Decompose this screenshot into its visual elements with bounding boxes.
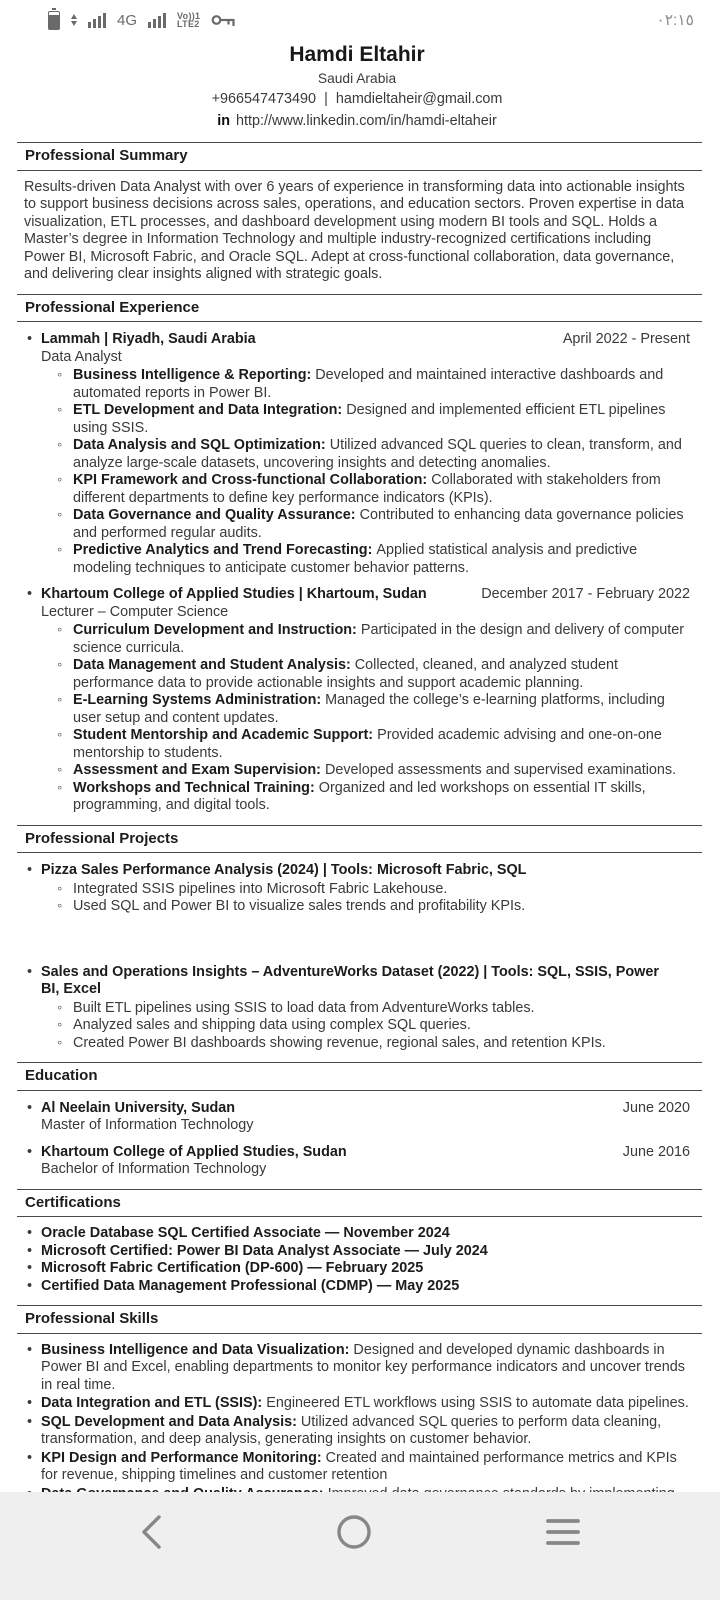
bullet-label: Curriculum Development and Instruction:	[73, 622, 361, 638]
contact-line	[24, 89, 690, 110]
entry-subtitle: Data Analyst	[41, 348, 122, 365]
entry-date: December 2017 - February 2022	[481, 586, 690, 602]
resume-sections	[24, 142, 690, 1557]
bullet-item: ◦ Created Power BI dashboards showing revenue, regional sales, and retention KPIs.	[57, 1035, 690, 1053]
bullet-list	[24, 1000, 690, 1053]
entry-subtitle: Bachelor of Information Technology	[41, 1161, 267, 1177]
certification-item: • Certified Data Management Professional (CDMP) — May 2025	[24, 1278, 690, 1296]
bullet-label: KPI Framework and Cross-functional Collaboration:	[73, 472, 432, 488]
signal-icon-sim1	[88, 12, 106, 28]
entry-header	[24, 331, 690, 349]
skill-label: Data Integration and ETL (SSIS):	[41, 1395, 267, 1411]
skill-item: • SQL Development and Data Analysis: Utilized advanced SQL queries to perform data cleaning, transformation, and deep analysis, generating insights on customer behavior.	[24, 1414, 690, 1449]
bullet-item: ◦ KPI Framework and Cross-functional Collaboration: Collaborated with stakeholders from different departments to define key performance indicators (KPIs).	[57, 472, 690, 507]
bullet-item: ◦ Business Intelligence & Reporting: Developed and maintained interactive dashboards and automated reports in Power BI.	[57, 367, 690, 402]
skill-label: KPI Design and Performance Monitoring:	[41, 1449, 326, 1466]
bullet-label: Data Analysis and SQL Optimization:	[73, 437, 330, 453]
experience-entry	[24, 586, 690, 815]
entry-header	[24, 586, 690, 604]
volte-icon	[177, 12, 200, 29]
bullet-item: ◦ Curriculum Development and Instruction: Participated in the design and delivery of computer science curricula.	[57, 622, 690, 657]
certification-item: • Microsoft Fabric Certification (DP-600) — February 2025	[24, 1260, 690, 1278]
entry-header	[24, 1144, 690, 1162]
bullet-list	[24, 622, 690, 815]
data-activity-icon	[71, 14, 77, 26]
linkedin-url[interactable]: http://www.linkedin.com/in/hamdi-eltaheir	[236, 113, 497, 129]
entry-subtitle: Lecturer – Computer Science	[41, 603, 229, 620]
org-name: • Al Neelain University, Sudan	[41, 1099, 236, 1116]
bullet-label: E-Learning Systems Administration:	[73, 692, 326, 708]
project-entry	[24, 964, 690, 1053]
bullet-label: Data Management and Student Analysis:	[73, 657, 355, 673]
certification-item: • Oracle Database SQL Certified Associate — November 2024	[24, 1225, 690, 1243]
skill-item: • Data Integration and ETL (SSIS): Engineered ETL workflows using SSIS to automate data pipelines.	[24, 1395, 690, 1413]
entry-date: April 2022 - Present	[562, 331, 690, 347]
project-entry	[24, 862, 690, 916]
battery-icon	[48, 11, 60, 30]
section-title: Professional Summary	[17, 142, 702, 171]
navigation-bar	[0, 1492, 720, 1600]
key-icon	[211, 12, 236, 29]
status-time: ٠٢:١٥	[656, 11, 694, 29]
resume-section	[24, 1189, 690, 1296]
recents-icon	[544, 1515, 582, 1549]
section-title: Education	[17, 1062, 702, 1091]
bullet-item: ◦ Data Management and Student Analysis: Collected, cleaned, and analyzed student performance data to provide actionable insights and support academic planning.	[57, 657, 690, 692]
bullet-item: ◦ Used SQL and Power BI to visualize sales trends and profitability KPIs.	[57, 898, 690, 916]
phone-number: +966547473490	[211, 91, 317, 107]
bullet-item: ◦ Predictive Analytics and Trend Forecasting: Applied statistical analysis and predictive modeling techniques to anticipate customer behavior patterns.	[57, 542, 690, 577]
skill-label: Business Intelligence and Data Visualization:	[41, 1341, 354, 1358]
entry-subtitle: Master of Information Technology	[41, 1117, 254, 1133]
bullet-item: ◦ ETL Development and Data Integration: Designed and implemented efficient ETL pipelines using SSIS.	[57, 402, 690, 437]
contact-separator: |	[324, 91, 328, 107]
bullet-label: Predictive Analytics and Trend Forecasting:	[73, 542, 377, 558]
bullet-label: Data Governance and Quality Assurance:	[73, 507, 360, 523]
recents-button[interactable]	[538, 1509, 588, 1555]
entry-date: June 2020	[622, 1099, 690, 1116]
bullet-list	[24, 367, 690, 577]
bullet-label: Student Mentorship and Academic Support:	[73, 727, 378, 743]
education-entry	[24, 1100, 690, 1135]
bullet-label: ETL Development and Data Integration:	[73, 402, 347, 418]
certification-list	[24, 1225, 690, 1295]
bullet-item: ◦ Student Mentorship and Academic Support: Provided academic advising and one-on-one mentorship to students.	[57, 727, 690, 762]
back-button[interactable]	[132, 1507, 170, 1557]
signal-icon-sim2	[148, 12, 166, 28]
org-name: • Khartoum College of Applied Studies, Sudan	[41, 1143, 347, 1160]
section-title: Professional Skills	[17, 1305, 702, 1334]
bullet-label: Workshops and Technical Training:	[73, 779, 319, 796]
document-viewer[interactable]	[0, 34, 720, 1492]
project-name: • Sales and Operations Insights – AdventureWorks Dataset (2022) | Tools: SQL, SSIS, Power BI, Excel	[41, 963, 659, 997]
linkedin-line	[24, 110, 690, 132]
experience-entry	[24, 331, 690, 577]
bullet-label: Business Intelligence & Reporting:	[73, 367, 316, 383]
home-icon	[335, 1513, 373, 1551]
resume-section	[24, 825, 690, 1053]
skill-label: SQL Development and Data Analysis:	[41, 1413, 301, 1430]
skill-item: • Business Intelligence and Data Visualization: Designed and developed dynamic dashboards in Power BI and Excel, enabling departments to monitor key performance indicators and uncover trends in real time.	[24, 1342, 690, 1395]
bullet-list	[24, 881, 690, 916]
network-type-label: 4G	[117, 11, 138, 29]
bullet-item: ◦ Integrated SSIS pipelines into Microsoft Fabric Lakehouse.	[57, 881, 690, 899]
status-bar	[0, 0, 720, 34]
certification-item: • Microsoft Certified: Power BI Data Analyst Associate — July 2024	[24, 1243, 690, 1261]
project-name: • Pizza Sales Performance Analysis (2024) | Tools: Microsoft Fabric, SQL	[41, 862, 527, 878]
resume-header	[24, 40, 690, 132]
volte-icon-top: Vo))1	[177, 10, 201, 21]
resume-section	[24, 142, 690, 284]
section-title: Certifications	[17, 1189, 702, 1218]
org-name: • Lammah | Riyadh, Saudi Arabia	[41, 331, 256, 347]
bullet-item: ◦ E-Learning Systems Administration: Managed the college’s e-learning platforms, including user setup and content updates.	[57, 692, 690, 727]
bullet-item: ◦ Analyzed sales and shipping data using complex SQL queries.	[57, 1017, 690, 1035]
skill-item: • KPI Design and Performance Monitoring: Created and maintained performance metrics and KPIs for revenue, shipping timelines and customer retention	[24, 1450, 690, 1485]
resume-section	[24, 1062, 690, 1179]
section-title: Professional Experience	[17, 294, 702, 323]
bullet-item: ◦ Workshops and Technical Training: Organized and led workshops on essential IT skills, programming, and digital tools.	[57, 780, 690, 815]
email-link[interactable]: hamdieltaheir@gmail.com	[335, 91, 503, 107]
candidate-location: Saudi Arabia	[317, 71, 397, 86]
bullet-item: ◦ Data Governance and Quality Assurance: Contributed to enhancing data governance policies and performed regular audits.	[57, 507, 690, 542]
bullet-item: ◦ Assessment and Exam Supervision: Developed assessments and supervised examinations.	[57, 762, 690, 780]
home-button[interactable]	[329, 1507, 379, 1557]
entry-header	[24, 1100, 690, 1118]
education-entry	[24, 1144, 690, 1179]
volte-icon-bottom: LTE2	[177, 19, 200, 29]
candidate-name: Hamdi Eltahir	[289, 43, 425, 66]
project-title	[24, 862, 690, 880]
project-title	[24, 964, 690, 999]
section-title: Professional Projects	[17, 825, 702, 854]
bullet-item: ◦ Built ETL pipelines using SSIS to load data from AdventureWorks tables.	[57, 1000, 690, 1018]
summary-paragraph: Results-driven Data Analyst with over 6 years of experience in transforming data into actionable insights to support business decisions across sales, operations, and education sectors. Proven expertise in data visualization, ETL processes, and dashboard development using modern BI tools and SQL. Holds a Master’s degree in Information Technology and multiple industry-recognized certifications including Power BI, Microsoft Fabric, and Oracle SQL. Adept at cross-functional collaboration, data governance, and delivering clear insights aligned with strategic goals.	[24, 178, 685, 282]
org-name: • Khartoum College of Applied Studies | Khartoum, Sudan	[41, 586, 427, 602]
bullet-item: ◦ Data Analysis and SQL Optimization: Utilized advanced SQL queries to clean, transform, and analyze large-scale datasets, uncovering insights and detecting anomalies.	[57, 437, 690, 472]
entry-date: June 2016	[622, 1143, 690, 1160]
back-icon	[138, 1513, 164, 1551]
bullet-label: Assessment and Exam Supervision:	[73, 762, 325, 778]
linkedin-icon: in	[217, 113, 231, 129]
resume-section	[24, 294, 690, 815]
